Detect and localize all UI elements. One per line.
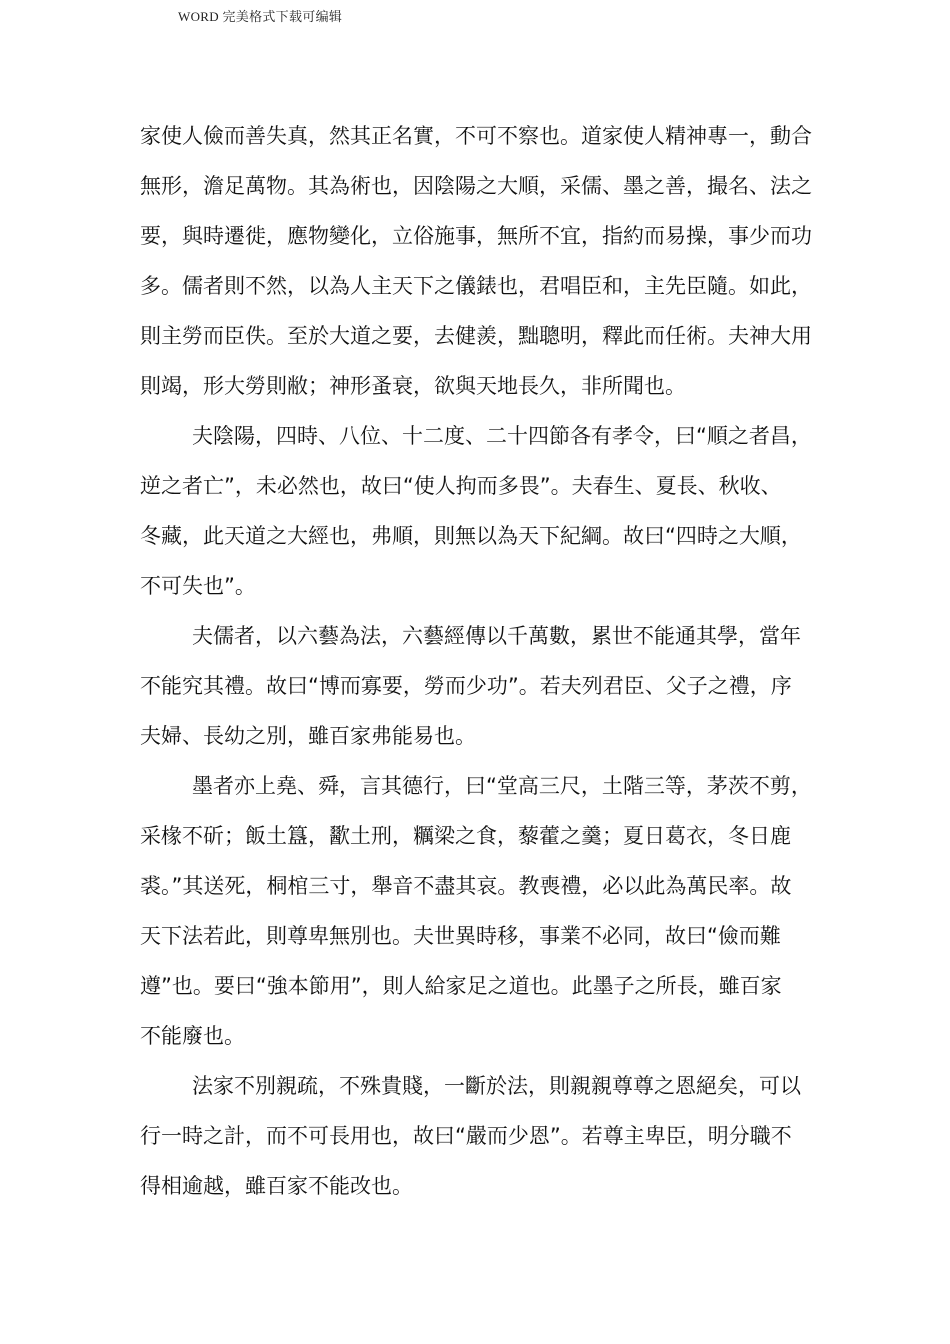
text-line: 夫陰陽，四時、八位、十二度、二十四節各有孝令，曰“順之者昌， — [192, 424, 812, 448]
text-line: 裘。”其送死，桐棺三寸，舉音不盡其哀。教喪禮，必以此為萬民率。故 — [140, 874, 792, 898]
page-header: WORD 完美格式下载可编辑 — [178, 9, 343, 24]
paragraph — [140, 111, 830, 411]
text-line: 行一時之計，而不可長用也，故曰“嚴而少恩”。若尊主卑臣，明分職不 — [140, 1124, 792, 1148]
text-line: 逆之者亡”，未必然也，故曰“使人拘而多畏”。夫春生、夏長、秋收、 — [140, 474, 782, 498]
text-line: 冬藏，此天道之大經也，弗順，則無以為天下紀綱。故曰“四時之大順， — [140, 524, 802, 548]
document-body — [140, 111, 830, 1211]
text-line: 則竭，形大勞則敝；神形蚤衰，欲與天地長久，非所聞也。 — [140, 374, 686, 398]
paragraph — [140, 1061, 830, 1211]
text-line: 遵”也。要曰“強本節用”，則人給家足之道也。此墨子之所長，雖百家 — [140, 974, 782, 998]
text-line: 天下法若此，則尊卑無別也。夫世異時移，事業不必同，故曰“儉而難 — [140, 924, 781, 948]
paragraph — [140, 611, 830, 761]
text-line: 不能廢也。 — [140, 1024, 245, 1048]
text-line: 則主勞而臣佚。至於大道之要，去健羨，黜聰明，釋此而任術。夫神大用 — [140, 324, 812, 348]
text-line: 得相逾越，雖百家不能改也。 — [140, 1174, 413, 1198]
paragraph — [140, 411, 830, 611]
text-line: 夫儒者，以六藝為法，六藝經傳以千萬數，累世不能通其學，當年 — [192, 624, 801, 648]
paragraph — [140, 761, 830, 1061]
text-line: 采椽不斫；飯土簋，歠土刑，糲梁之食，藜藿之羹；夏日葛衣，冬日鹿 — [140, 824, 791, 848]
text-line: 墨者亦上堯、舜，言其德行，曰“堂高三尺，土階三等，茅茨不剪， — [192, 774, 812, 798]
text-line: 不能究其禮。故曰“博而寡要，勞而少功”。若夫列君臣、父子之禮，序 — [140, 674, 792, 698]
text-line: 無形，澹足萬物。其為術也，因陰陽之大順，采儒、墨之善，撮名、法之 — [140, 174, 812, 198]
text-line: 不可失也”。 — [140, 574, 256, 598]
text-line: 多。儒者則不然，以為人主天下之儀錶也，君唱臣和，主先臣隨。如此， — [140, 274, 812, 298]
text-line: 要，與時遷徙，應物變化，立俗施事，無所不宜，指約而易操，事少而功 — [140, 224, 812, 248]
text-line: 家使人儉而善失真，然其正名實，不可不察也。道家使人精神專一，動合 — [140, 124, 812, 148]
text-line: 法家不別親疏，不殊貴賤，一斷於法，則親親尊尊之恩絕矣，可以 — [192, 1074, 801, 1098]
text-line: 夫婦、長幼之別，雖百家弗能易也。 — [140, 724, 476, 748]
